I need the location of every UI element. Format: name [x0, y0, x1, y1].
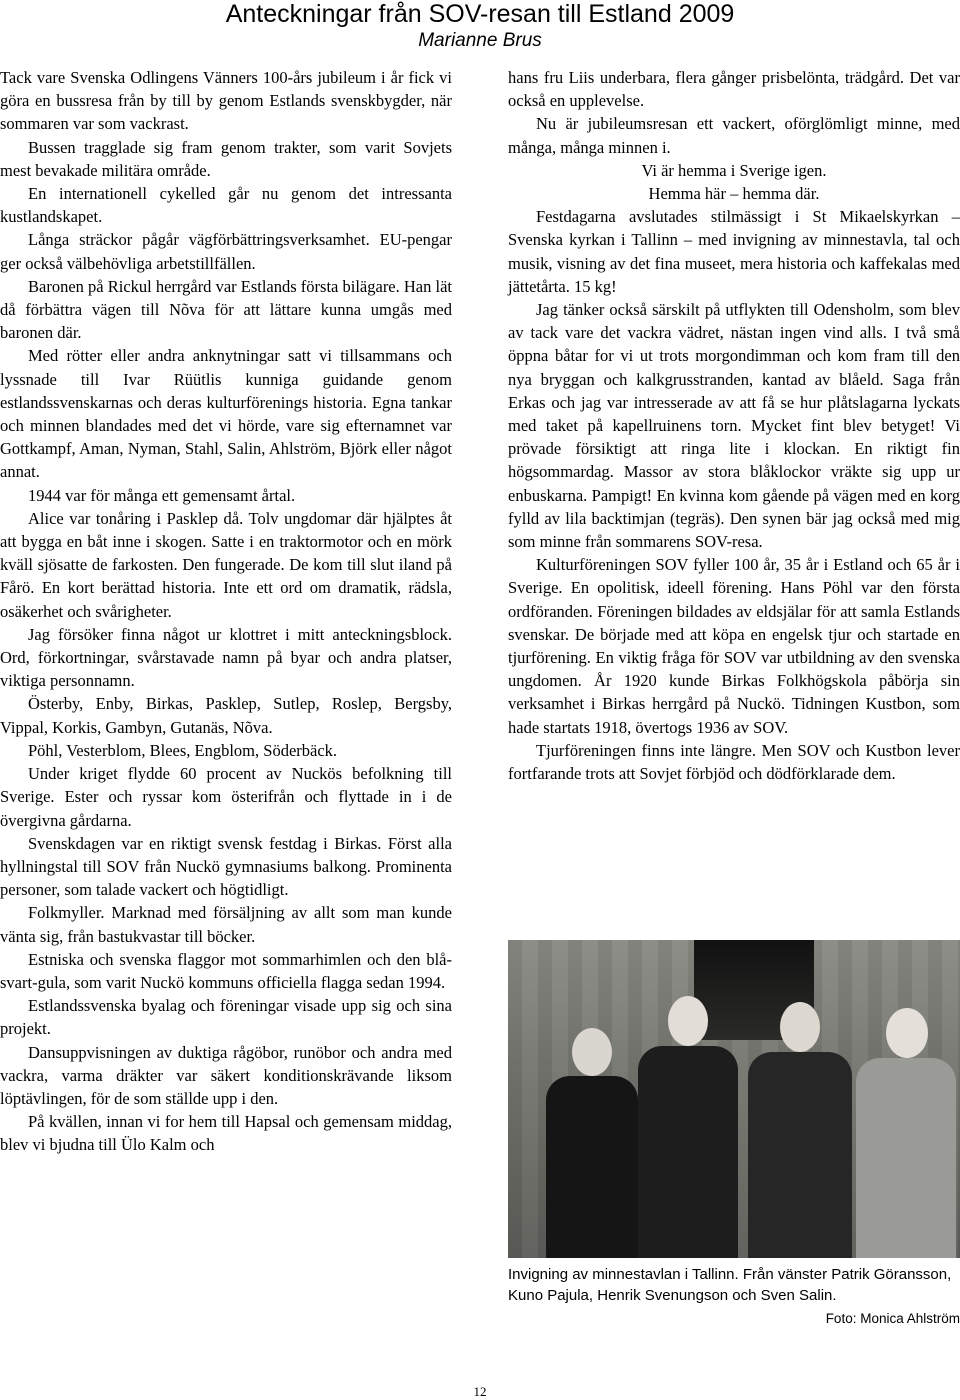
article-title: Anteckningar från SOV-resan till Estland 2009 — [225, 0, 735, 28]
paragraph: Dansuppvisningen av duktiga rågöbor, runöbor och andra med vackra, varma dräkter var säkert konditionskrävande liksom löptävlingen, för de som ställde upp i den. — [0, 1042, 452, 1108]
left-text-column — [0, 66, 452, 1157]
paragraph: Nu är jubileumsresan ett vackert, oförglömligt minne, med många, många minnen i. — [508, 114, 960, 157]
person — [856, 1008, 956, 1258]
paragraph: Folkmyller. Marknad med försäljning av allt som man kunde vänta sig, från bastukvastar till böcker. — [0, 903, 452, 946]
photo-credit: Foto: Monica Ahlström — [825, 1311, 960, 1326]
photo-caption — [508, 1264, 960, 1329]
paragraph: Hemma här – hemma där. — [648, 184, 820, 204]
person — [546, 1028, 638, 1258]
person — [748, 1002, 852, 1258]
paragraph: Kulturföreningen SOV fyller 100 år, 35 år i Estland och 65 år i Sverige. En opolitisk, ideell förening. Hans Pöhl var den första ordföranden. Föreningen bildades av eldsjälar för att samla Estlands svenskar. De började med att köpa en engelsk tjur och startade en tjurförening. En viktig fråga för SOV var utbildning av den svenska ungdomen. År 1920 kunde Birkas Folkhögskola påbörja sin verksamhet i Birkas herrgård på Nuckö. Tidningen Kustbon, som hade startats 1918, övertogs 1936 av SOV. — [508, 555, 960, 737]
right-text-column — [508, 66, 960, 785]
paragraph: 1944 var för många ett gemensamt årtal. — [28, 485, 296, 505]
paragraph: Med rötter eller andra anknytningar satt vi tillsammans och lyssnade till Ivar Rüütlis kunniga guidande genom estlandssvenskarnas och deras kulturförenings historia. Egna tankar och minnen blandades med det vi hörde, vare sig efternamnet var Gottkampf, Aman, Nyman, Stahl, Salin, Ahlström, Björk eller något annat. — [0, 346, 452, 482]
page-number: 12 — [473, 1384, 487, 1399]
person — [638, 996, 738, 1258]
paragraph: Baronen på Rickul herrgård var Estlands första bilägare. Han lät då förbättra vägen till Nõva för att lättare kunna umgås med baronen där. — [0, 276, 452, 343]
paragraph: Pöhl, Vesterblom, Blees, Engblom, Söderbäck. — [28, 740, 338, 760]
paragraph: Österby, Enby, Birkas, Pasklep, Sutlep, Roslep, Bergsby, Vippal, Korkis, Gambyn, Gutanäs, Nõva. — [0, 694, 452, 737]
paragraph: Alice var tonåring i Pasklep då. Tolv ungdomar där hjälptes åt att bygga en båt inne i skogen. Satte i en traktormotor och en mörk kväll sjösatte de farkosten. Den fungerade. De kom till slut iland på Fårö. En kort berättad historia. Inte ett ord om dramatik, rädsla, osäkerhet och svårigheter. — [0, 508, 452, 621]
paragraph: På kvällen, innan vi for hem till Hapsal och gemensam middag, blev vi bjudna till Ülo Kalm och — [0, 1112, 452, 1155]
paragraph: Vi är hemma i Sverige igen. — [641, 160, 827, 180]
paragraph: Tack vare Svenska Odlingens Vänners 100-års jubileum i år fick vi göra en bussresa från by till by genom Estlands svenskbygder, när sommaren var som vackrast. — [0, 68, 452, 134]
paragraph: Jag försöker finna något ur klottret i mitt anteckningsblock. Ord, förkortningar, svårstavade namn på byar och andra platser, viktiga personnamn. — [0, 624, 452, 691]
caption-text: Invigning av minnestavlan i Tallinn. Från vänster Patrik Göransson, Kuno Pajula, Henrik Svenungson och Sven Salin. — [508, 1266, 952, 1304]
paragraph: Långa sträckor pågår vägförbättringsverksamhet. EU-pengar ger också välbehövliga arbetstillfällen. — [0, 230, 452, 273]
paragraph: Estlandssvenska byalag och föreningar visade upp sig och sina projekt. — [0, 996, 452, 1039]
paragraph: Estniska och svenska flaggor mot sommarhimlen och den blå-svart-gula, som varit Nuckö kommuns officiella flagga sedan 1994. — [0, 949, 452, 992]
paragraph: En internationell cykelled går nu genom det intressanta kustlandskapet. — [0, 184, 452, 227]
paragraph: Tjurföreningen finns inte längre. Men SOV och Kustbon lever fortfarande trots att Sovjet förbjöd och dödförklarade dem. — [508, 740, 960, 784]
paragraph: hans fru Liis underbara, flera gånger prisbelönta, trädgård. Det var också en upplevelse. — [508, 68, 960, 111]
paragraph: Festdagarna avslutades stilmässigt i St Mikaelskyrkan – Svenska kyrkan i Tallinn – med invigning av minnestavla, tal och musik, visning av det fina museet, mera historia och kaffekalas med jättetårta. 15 kg! — [508, 207, 960, 296]
group-photo — [508, 940, 960, 1258]
paragraph: Bussen tragglade sig fram genom trakter, som varit Sovjets mest bevakade militära område. — [0, 137, 452, 180]
paragraph: Under kriget flydde 60 procent av Nuckös befolkning till Sverige. Ester och ryssar kom österifrån och flyttade in i de övergivna gårdarna. — [0, 764, 452, 830]
article-author: Marianne Brus — [418, 30, 542, 51]
paragraph: Svenskdagen var en riktigt svensk festdag i Birkas. Först alla hyllningstal till SOV från Nuckö gymnasiums balkong. Prominenta personer, som talade vackert och högtidligt. — [0, 833, 452, 900]
paragraph: Jag tänker också särskilt på utflykten till Odensholm, som blev av tack vare det vackra vädret, nästan ingen vind alls. I två små öppna båtar for vi ut trots morgondimman och kom fram till den nya bryggan och kalkgrusstranden, kantad av blåeld. Saga från Erkas och jag var intresserade av att få se hur plåtslagarna lyckats med taket på kapellruinens torn. Mycket fint blev betyget! Vi prövade försiktigt att ringa lite i klockan. En riktigt fin högsommardag. Massor av stora blåklockor vräkte sig upp ur enbuskarna. Pampigt! En kvinna kom gående på vägen med en korg fylld av lila backtimjan (tegräs). Den synen bär jag också med mig som minne från sommarens SOV-resa. — [508, 300, 960, 552]
